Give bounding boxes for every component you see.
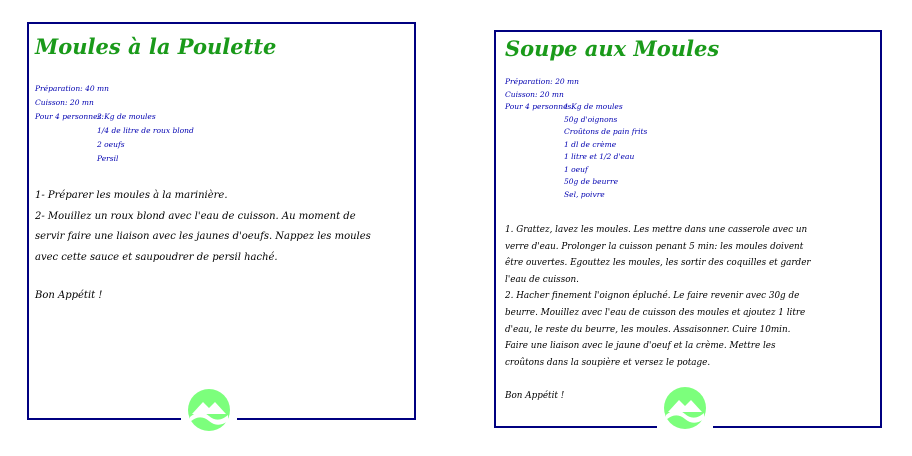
cook-time: Cuisson: 20 mn [35,98,94,107]
recipe-title: Soupe aux Moules [505,36,720,61]
step-line: 2. Hacher finement l'oignon épluché. Le faire revenir avec 30g de [505,291,800,302]
serves-label: Pour 4 personnes: [505,102,574,111]
ingredient-item: 1 dl de crème [564,139,617,149]
step-line: 2- Mouillez un roux blond avec l'eau de cuisson. Au moment de [35,210,356,222]
step-line: beurre. Mouillez avec l'eau de cuisson des moules et ajoutez 1 litre [505,307,806,318]
recipe-title: Moules à la Poulette [35,34,277,59]
recipe-card-moules-poulette [27,22,416,420]
prep-time: Préparation: 40 mn [35,84,109,93]
step-line: Faire une liaison avec le jaune d'oeuf et la crème. Mettre les [505,341,776,352]
ingredient-item: 50g d'oignons [564,114,618,124]
ingredient-item: Croûtons de pain frits [564,127,648,136]
prep-time: Préparation: 20 mn [505,77,579,86]
serves-label: Pour 4 personnes: [35,112,104,121]
ingredient-item: Persil [97,154,119,163]
step-line: croûtons dans la soupière et versez le potage. [505,357,711,368]
mountain-wave-icon [181,386,237,436]
recipe-info [35,82,194,166]
ingredient-item: 1 litre et 1/2 d'eau [564,152,635,161]
ingredient-item: 50g de beurre [564,177,619,186]
ingredient-item: 1 Kg de moules [564,102,623,111]
cook-time: Cuisson: 20 mn [505,89,564,99]
ingredient-item: Sel, poivre [564,189,605,199]
closing-text: Bon Appétit ! [35,290,103,301]
ingredient-item: 2 Kg de moules [97,112,156,121]
ingredient-item: 1/4 de litre de roux blond [97,126,194,135]
step-line: 1- Préparer les moules à la marinière. [35,190,228,201]
recipe-steps [505,222,811,405]
step-line: verre d'eau. Prolonger la cuisson penant 5 min: les moules doivent [505,241,804,252]
ingredient-item: 2 oeufs [97,140,125,149]
recipe-card-soupe-aux-moules [494,30,882,428]
mountain-wave-icon [657,384,713,434]
recipe-info [505,76,647,201]
step-line: d'eau, le reste du beurre, les moules. Assaisonner. Cuire 10min. [505,324,791,335]
ingredient-item: 1 oeuf [564,164,588,174]
recipe-steps [35,186,371,307]
step-line: avec cette sauce et saupoudrer de persil haché. [35,251,278,263]
step-line: être ouvertes. Egouttez les moules, les sortir des coquilles et garder [505,258,811,269]
closing-text: Bon Appétit ! [505,391,565,402]
step-line: 1. Grattez, lavez les moules. Les mettre dans une casserole avec un [505,225,808,235]
step-line: servir faire une liaison avec les jaunes d'oeufs. Nappez les moules [35,231,371,242]
step-line: l'eau de cuisson. [505,274,579,285]
